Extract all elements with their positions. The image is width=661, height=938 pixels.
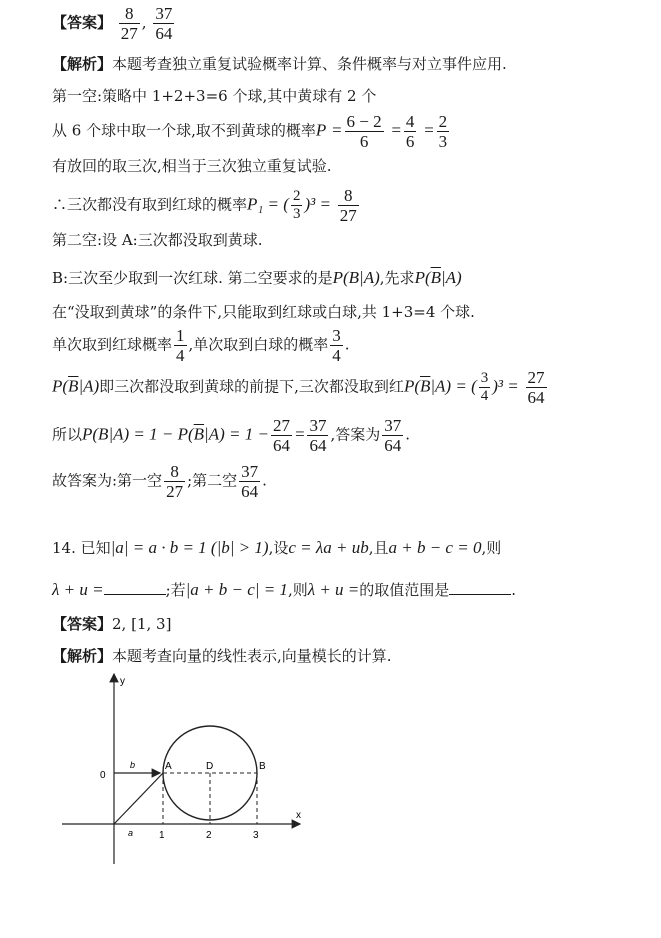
q13-line-1: 第一空:策略中 1+2+3=6 个球,其中黄球有 2 个 [52,87,377,105]
analysis-tag: 【解析】 [52,55,113,73]
answer-blank-2 [449,580,511,595]
q13-line-7: 在“没取到黄球”的条件下,只能取到红球或白球,共 1+3=4 个球. [52,303,475,321]
q13-line-2: 从 6 个球中取一个球,取不到黄球的概率P = $\frac{6 - 2}{6}$ = $\frac{4}{6}$ = $\frac{2}{3}$ [52,112,448,151]
q14-analysis-line: 【解析】本题考查向量的线性表示,向量模长的计算. [52,647,392,665]
label-2: 2 [206,830,212,841]
answer-fraction-1: $\frac{8}{27}$ [120,4,138,43]
label-3: 3 [253,830,259,841]
label-1: 1 [159,830,165,841]
answer-tag: 【答案】 [52,13,113,32]
label-b-vector: b [130,760,136,770]
answer-fraction-2: $\frac{37}{64}$ [155,4,173,43]
q13-line-4: ∴三次都没有取到红球的概率P₁ = ( $\frac{2}{3}$ )³ = $\frac{8}{27}$ [52,186,357,225]
q14-line-2: λ + u = ;若|a + b − c| = 1,则λ + u =的取值范围是 . [52,580,517,599]
q13-line-11: 故答案为:第一空 $\frac{8}{27}$ ;第二空 $\frac{37}{64}$ . [52,462,267,501]
vector-a [114,773,163,824]
q13-line-8: 单次取到红球概率 $\frac{1}{4}$ ,单次取到白球的概率 $\frac{3}{4}$ . [52,326,350,365]
q14-stem: 14. 已知|a| = a · b = 1 (|b| > 1),设c = λa + ub,且a + b − c = 0,则 [52,538,502,557]
label-a-vector: a [128,828,134,838]
answer-tag: 【答案】 [52,615,113,633]
q13-answer-line: 【答案】 $\frac{8}{27}$ , $\frac{37}{64}$ [52,4,173,43]
vector-circle-figure [52,668,312,868]
label-0: 0 [100,770,106,781]
label-x: x [296,810,301,821]
q13-line-3: 有放回的取三次,相当于三次独立重复试验. [52,157,332,175]
q13-line-6: B:三次至少取到一次红球. 第二空要求的是P(B|A),先求$P(\overline{B}|A)$ [52,268,462,287]
label-B: B [259,761,266,772]
q13-line-10: 所以$P(B|A) = 1 - P(\overline{B}|A) = 1$ − $\frac{27}{64}$ = $\frac{37}{64}$ ,答案为 $\frac{37}{64}$ . [52,416,411,455]
answer-blank-1 [104,580,166,595]
label-A: A [165,761,172,772]
analysis-tag: 【解析】 [52,647,113,665]
label-D: D [206,761,214,772]
q13-line-9: $P(\overline{B}|A)$即三次都没取到黄球的前提下,三次都没取到红$P(\overline{B}|A)$ = ( $\frac{3}{4}$ )³ = $\frac{27}{64}$ [52,368,545,407]
q14-answer-line: 【答案】2, [1, 3] [52,615,172,633]
q13-line-5: 第二空:设 A:三次都没取到黄球. [52,231,263,249]
label-y: y [120,676,125,687]
q13-analysis-line: 【解析】本题考查独立重复试验概率计算、条件概率与对立事件应用. [52,55,507,73]
